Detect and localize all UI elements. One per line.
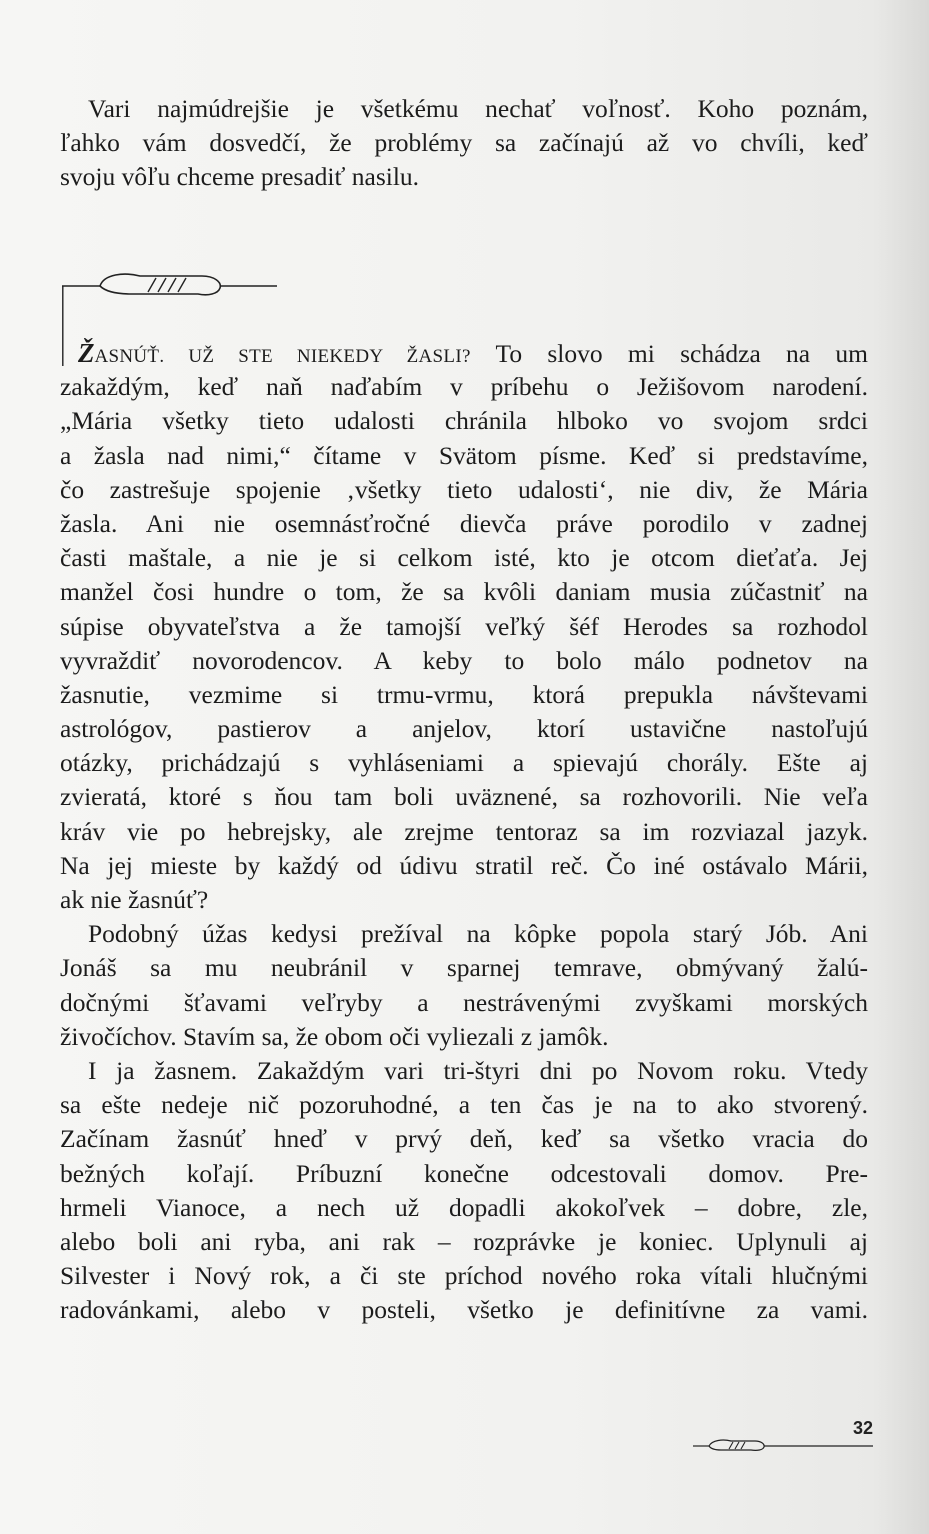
text-line: vyvraždiť novorodencov. A keby to bolo málo podnetov na xyxy=(60,645,868,675)
text-line: žasnutie, vezmime si trmu-vrmu, ktorá prepukla návštevami xyxy=(60,679,868,709)
text-line: čo zastrešuje spojenie ‚všetky tieto udalosti‘, nie div, že Mária xyxy=(60,474,868,504)
text-line: kráv vie po hebrejsky, ale zrejme tentoraz sa im rozviazal jazyk. xyxy=(60,816,868,846)
text-line: časti maštale, a nie je si celkom isté, kto je otcom dieťaťa. Jej xyxy=(60,543,868,573)
drop-cap: Ž xyxy=(78,338,95,368)
text-line: manžel čosi hundre o tom, že sa kvôli daniam musia zúčastniť na xyxy=(60,577,868,607)
page-footer xyxy=(693,1418,873,1458)
text-line: Začínam žasnúť hneď v prvý deň, keď sa všetko vracia do xyxy=(60,1124,868,1154)
text-line: Na jej mieste by každý od údivu stratil reč. Čo iné ostávalo Márii, xyxy=(60,850,868,880)
text-line: Jonáš sa mu neubránil v sparnej temrave, obmývaný žalú- xyxy=(60,953,868,983)
text-line: alebo boli ani ryba, ani rak – rozprávke je koniec. Uplynuli aj xyxy=(60,1226,868,1256)
text-line: žasla. Ani nie osemnásťročné dievča práve porodilo v zadnej xyxy=(60,508,868,538)
text-line: Podobný úžas kedysi prežíval na kôpke popola starý Jób. Ani xyxy=(88,919,868,949)
chapter-heading-smallcaps: ASNÚŤ. UŽ STE NIEKEDY ŽASLI? xyxy=(94,346,471,367)
text-line: a žasla nad nimi,“ čítame v Svätom písme. Keď si predstavíme, xyxy=(60,440,868,470)
page-number: 32 xyxy=(852,1418,873,1438)
text-line: súpise obyvateľstva a že tamojší veľký šéf Herodes sa rozhodol xyxy=(60,611,868,641)
text-line: hrmeli Vianoce, a nech už dopadli akokoľvek – dobre, zle, xyxy=(60,1192,868,1222)
text-line: I ja žasnem. Zakaždým vari tri-štyri dni po Novom roku. Vtedy xyxy=(88,1055,868,1085)
intro-line: Vari najmúdrejšie je všetkému nechať voľnosť. Koho poznám, xyxy=(88,94,868,123)
chapter-first-line xyxy=(60,336,868,370)
text-line: živočíchov. Stavím sa, že obom oči vyliezali z jamôk. xyxy=(60,1021,609,1051)
text-line: ak nie žasnúť? xyxy=(60,885,209,914)
chapter-body xyxy=(60,336,868,1327)
text-line: „Mária všetky tieto udalosti chránila hlboko vo svojom srdci xyxy=(60,406,868,436)
text-line: radovánkami, alebo v posteli, všetko je definitívne za vami. xyxy=(60,1295,868,1325)
text-line: dočnými šťavami veľryby a nestrávenými zvyškami morských xyxy=(60,987,868,1017)
text-line: bežných koľají. Príbuzní konečne odcestovali domov. Pre- xyxy=(60,1158,868,1188)
chapter-first-line-rest: To slovo mi schádza na um xyxy=(470,339,868,368)
text-line: sa ešte nedeje nič pozoruhodné, a ten čas je na to ako stvorený. xyxy=(60,1090,868,1120)
text-line: zakaždým, keď naň naďabím v príbehu o Ježišovom narodení. xyxy=(60,372,868,402)
text-line: otázky, prichádzajú s vyhláseniami a spievajú chorály. Ešte aj xyxy=(60,748,868,778)
text-line: zvieratá, ktoré s ňou tam boli uväznené, sa rozhovorili. Nie veľa xyxy=(60,782,868,812)
text-line: Silvester i Nový rok, a či ste príchod nového roka vítali hlučnými xyxy=(60,1261,868,1291)
footer-ornament-icon xyxy=(693,1436,873,1454)
text-line: astrológov, pastierov a anjelov, ktorí ustavične nastoľujú xyxy=(60,714,868,744)
intro-paragraph xyxy=(60,92,868,195)
intro-line: svoju vôľu chceme presadiť nasilu. xyxy=(60,162,420,192)
intro-line: ľahko vám dosvedčí, že problémy sa začínajú až vo chvíli, keď xyxy=(60,128,868,158)
